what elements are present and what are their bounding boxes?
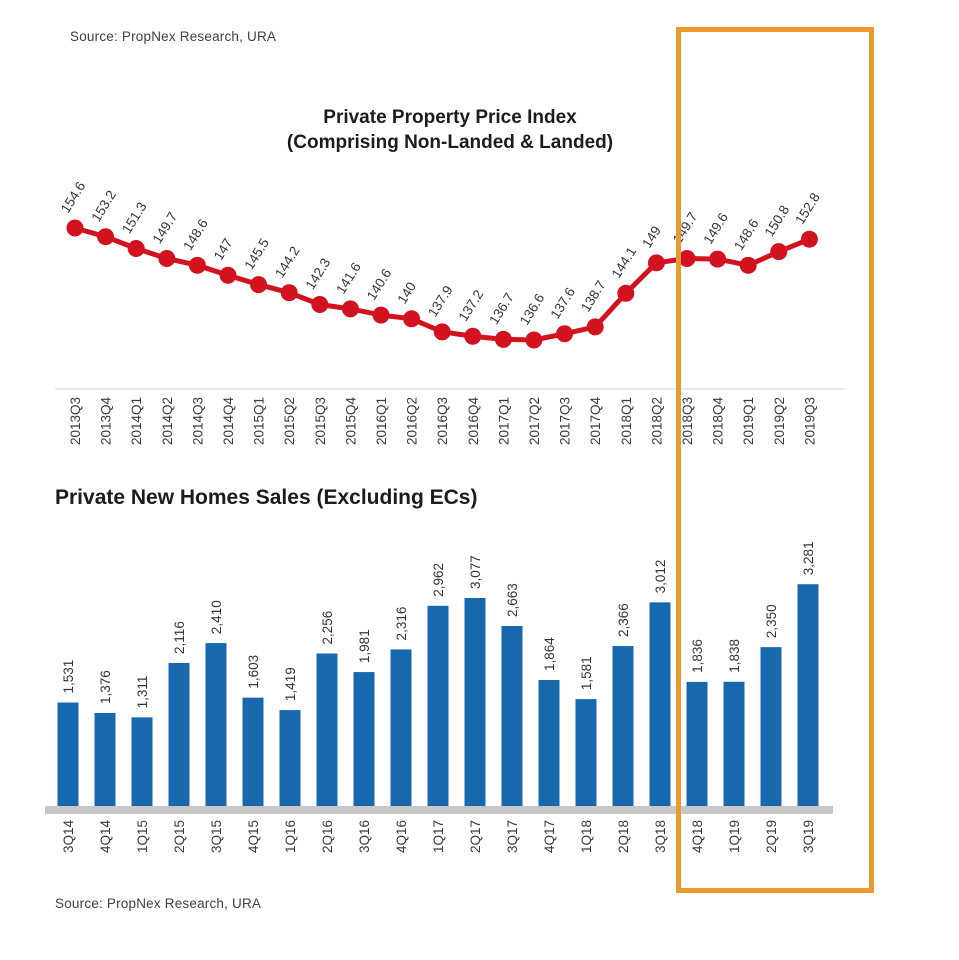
- price-index-point: [587, 318, 604, 335]
- sales-bar: [539, 680, 560, 806]
- bar-chart-title: Private New Homes Sales (Excluding ECs): [55, 486, 478, 509]
- line-x-axis-label: 2017Q1: [496, 397, 512, 446]
- line-x-axis-label: 2017Q2: [527, 397, 542, 446]
- sales-bar-value-label: 2,410: [209, 600, 224, 635]
- price-index-point-label: 154.6: [57, 178, 89, 216]
- sales-bar: [576, 699, 597, 806]
- price-index-point: [220, 267, 237, 284]
- line-x-axis-label: 2015Q4: [343, 397, 359, 446]
- sales-bar: [132, 717, 153, 806]
- price-index-point-label: 148.6: [731, 216, 762, 253]
- sales-bar-value-label: 2,256: [320, 610, 335, 645]
- sales-bar-value-label: 2,116: [172, 621, 187, 654]
- line-x-axis-label: 2016Q2: [404, 397, 420, 446]
- sales-bar: [280, 710, 301, 806]
- price-index-point: [526, 331, 543, 348]
- price-index-point-label: 152.8: [792, 190, 823, 227]
- price-index-point: [311, 296, 328, 313]
- bar-x-axis-label: 2Q15: [172, 820, 187, 854]
- bar-x-axis-label: 4Q17: [542, 820, 557, 854]
- price-index-point-label: 138.7: [578, 277, 609, 315]
- sales-bar: [502, 626, 523, 806]
- price-index-point-label: 148.6: [180, 216, 211, 253]
- sales-bar: [95, 713, 116, 806]
- price-index-point-label: 144.1: [608, 244, 640, 281]
- price-index-point: [556, 325, 573, 342]
- price-index-point-label: 140.6: [363, 266, 395, 303]
- sales-bar: [613, 646, 634, 806]
- bar-x-axis-label: 3Q17: [505, 820, 520, 854]
- line-x-axis-label: 2015Q1: [251, 397, 267, 446]
- sales-bar-value-label: 1,376: [98, 670, 113, 704]
- line-x-axis-label: 2019Q3: [802, 397, 818, 446]
- sales-bar-value-label: 2,366: [616, 603, 631, 638]
- line-x-axis-label: 2017Q4: [588, 397, 604, 446]
- sales-bar: [354, 672, 375, 806]
- line-x-axis-label: 2015Q3: [312, 397, 328, 446]
- price-index-point: [128, 240, 145, 257]
- bar-x-axis-label: 1Q16: [283, 820, 298, 854]
- source-note-bottom: Source: PropNex Research, URA: [55, 896, 262, 911]
- price-index-point-label: 149.6: [700, 210, 732, 247]
- bar-x-axis-label: 2Q18: [616, 820, 631, 854]
- price-index-point-label: 144.2: [272, 243, 303, 281]
- sales-bar-value-label: 1,838: [727, 638, 742, 673]
- line-x-axis-label: 2018Q2: [649, 397, 665, 446]
- bar-x-axis-label: 1Q17: [431, 820, 446, 854]
- sales-bar-value-label: 1,864: [542, 637, 557, 671]
- bar-x-axis-label: 2Q16: [320, 820, 335, 854]
- line-x-axis-label: 2016Q4: [465, 397, 481, 446]
- sales-bar-value-label: 3,077: [468, 555, 483, 589]
- sales-bar-value-label: 2,663: [505, 583, 520, 617]
- bar-x-axis-label: 4Q16: [394, 820, 409, 854]
- line-x-axis-label: 2013Q4: [98, 397, 114, 446]
- sales-bar-value-label: 1,981: [357, 629, 372, 664]
- line-x-axis-label: 2014Q2: [159, 397, 175, 446]
- line-x-axis-label: 2017Q3: [557, 397, 573, 446]
- line-chart-title-sub: (Comprising Non-Landed & Landed): [286, 132, 614, 153]
- price-index-point: [67, 220, 84, 237]
- sales-bar: [391, 649, 412, 806]
- price-index-point-label: 147: [210, 235, 236, 263]
- line-x-axis-label: 2018Q4: [710, 397, 726, 446]
- sales-bar-value-label: 2,350: [764, 604, 779, 639]
- price-index-point: [434, 323, 451, 340]
- price-index-point-label: 136.7: [486, 290, 517, 327]
- line-x-axis-label: 2016Q1: [374, 397, 389, 446]
- line-x-axis-label: 2019Q2: [771, 397, 787, 446]
- line-x-axis-label: 2014Q3: [190, 397, 206, 446]
- bar-x-axis-label: 3Q16: [357, 820, 372, 854]
- price-index-point-label: 136.6: [516, 290, 548, 328]
- sales-bar-value-label: 1,531: [61, 659, 76, 694]
- highlight-rectangle: [676, 27, 874, 893]
- line-x-axis-label: 2013Q3: [68, 397, 83, 446]
- line-x-axis-label: 2019Q1: [741, 397, 757, 446]
- price-index-point-label: 149.7: [669, 209, 701, 247]
- bar-x-axis-label: 3Q19: [801, 820, 816, 854]
- sales-bar-value-label: 1,581: [579, 656, 594, 691]
- price-index-point-label: 141.6: [333, 259, 364, 297]
- bar-x-axis-label: 3Q15: [209, 820, 224, 854]
- sales-bar-value-label: 1,836: [690, 639, 705, 673]
- line-x-axis-label: 2015Q2: [282, 397, 298, 446]
- sales-bar-value-label: 3,281: [801, 541, 816, 576]
- line-x-axis-label: 2018Q3: [680, 397, 695, 446]
- sales-bar-value-label: 3,012: [653, 559, 668, 594]
- sales-bar: [428, 606, 449, 806]
- price-index-point-label: 137.2: [455, 287, 487, 324]
- line-x-axis-label: 2014Q4: [221, 397, 236, 446]
- sales-bar-value-label: 2,962: [431, 562, 446, 597]
- price-index-point-label: 142.3: [302, 255, 334, 293]
- price-index-point-label: 151.3: [119, 199, 150, 237]
- sales-bar: [58, 703, 79, 806]
- bar-x-axis-label: 4Q14: [98, 820, 113, 854]
- bar-x-axis-label: 1Q15: [135, 820, 150, 854]
- sales-bar: [317, 653, 338, 806]
- line-chart-title-main: Private Property Price Index: [323, 107, 577, 128]
- bar-x-axis-label: 2Q19: [764, 820, 779, 854]
- price-index-point-label: 137.9: [425, 282, 456, 320]
- price-index-point-label: 153.2: [88, 187, 120, 225]
- price-index-point: [373, 307, 390, 324]
- price-index-point: [403, 310, 420, 327]
- bar-x-axis-label: 1Q19: [727, 820, 742, 854]
- bar-x-axis-label: 3Q14: [61, 820, 76, 854]
- bar-x-axis-label: 4Q18: [690, 820, 705, 854]
- sales-bar-value-label: 1,311: [135, 675, 150, 709]
- sales-bar: [243, 698, 264, 806]
- sales-bar: [169, 663, 190, 806]
- line-x-axis-label: 2014Q1: [129, 397, 145, 446]
- source-note-top: Source: PropNex Research, URA: [70, 29, 277, 44]
- line-x-axis-label: 2016Q3: [435, 397, 451, 446]
- bar-x-axis-label: 2Q17: [468, 820, 483, 854]
- bar-x-axis-label: 1Q18: [579, 820, 594, 854]
- sales-bar-value-label: 1,419: [283, 667, 298, 702]
- price-index-point-label: 150.8: [761, 202, 793, 240]
- price-index-point: [97, 228, 114, 245]
- price-index-point: [158, 250, 175, 267]
- price-index-point: [281, 284, 298, 301]
- sales-bar: [206, 643, 227, 806]
- price-index-point-label: 149.7: [149, 209, 181, 247]
- sales-bar-value-label: 1,603: [246, 654, 261, 689]
- price-index-point: [648, 254, 665, 271]
- sales-bar-value-label: 2,316: [394, 606, 409, 641]
- price-index-point-label: 137.6: [547, 284, 579, 322]
- line-x-axis-label: 2018Q1: [618, 397, 634, 446]
- price-index-point: [342, 300, 359, 317]
- bar-x-axis-label: 3Q18: [653, 820, 668, 854]
- sales-bar: [465, 598, 486, 806]
- price-index-point-label: 149: [639, 223, 664, 251]
- bar-x-axis-label: 4Q15: [246, 820, 261, 854]
- price-index-point: [495, 331, 512, 348]
- price-index-point-label: 140: [394, 279, 420, 307]
- price-index-point-label: 145.5: [241, 235, 273, 273]
- price-index-point: [250, 276, 267, 293]
- price-index-point: [464, 328, 481, 345]
- sales-bar: [650, 602, 671, 806]
- price-index-point: [617, 285, 634, 302]
- price-index-point: [189, 257, 206, 274]
